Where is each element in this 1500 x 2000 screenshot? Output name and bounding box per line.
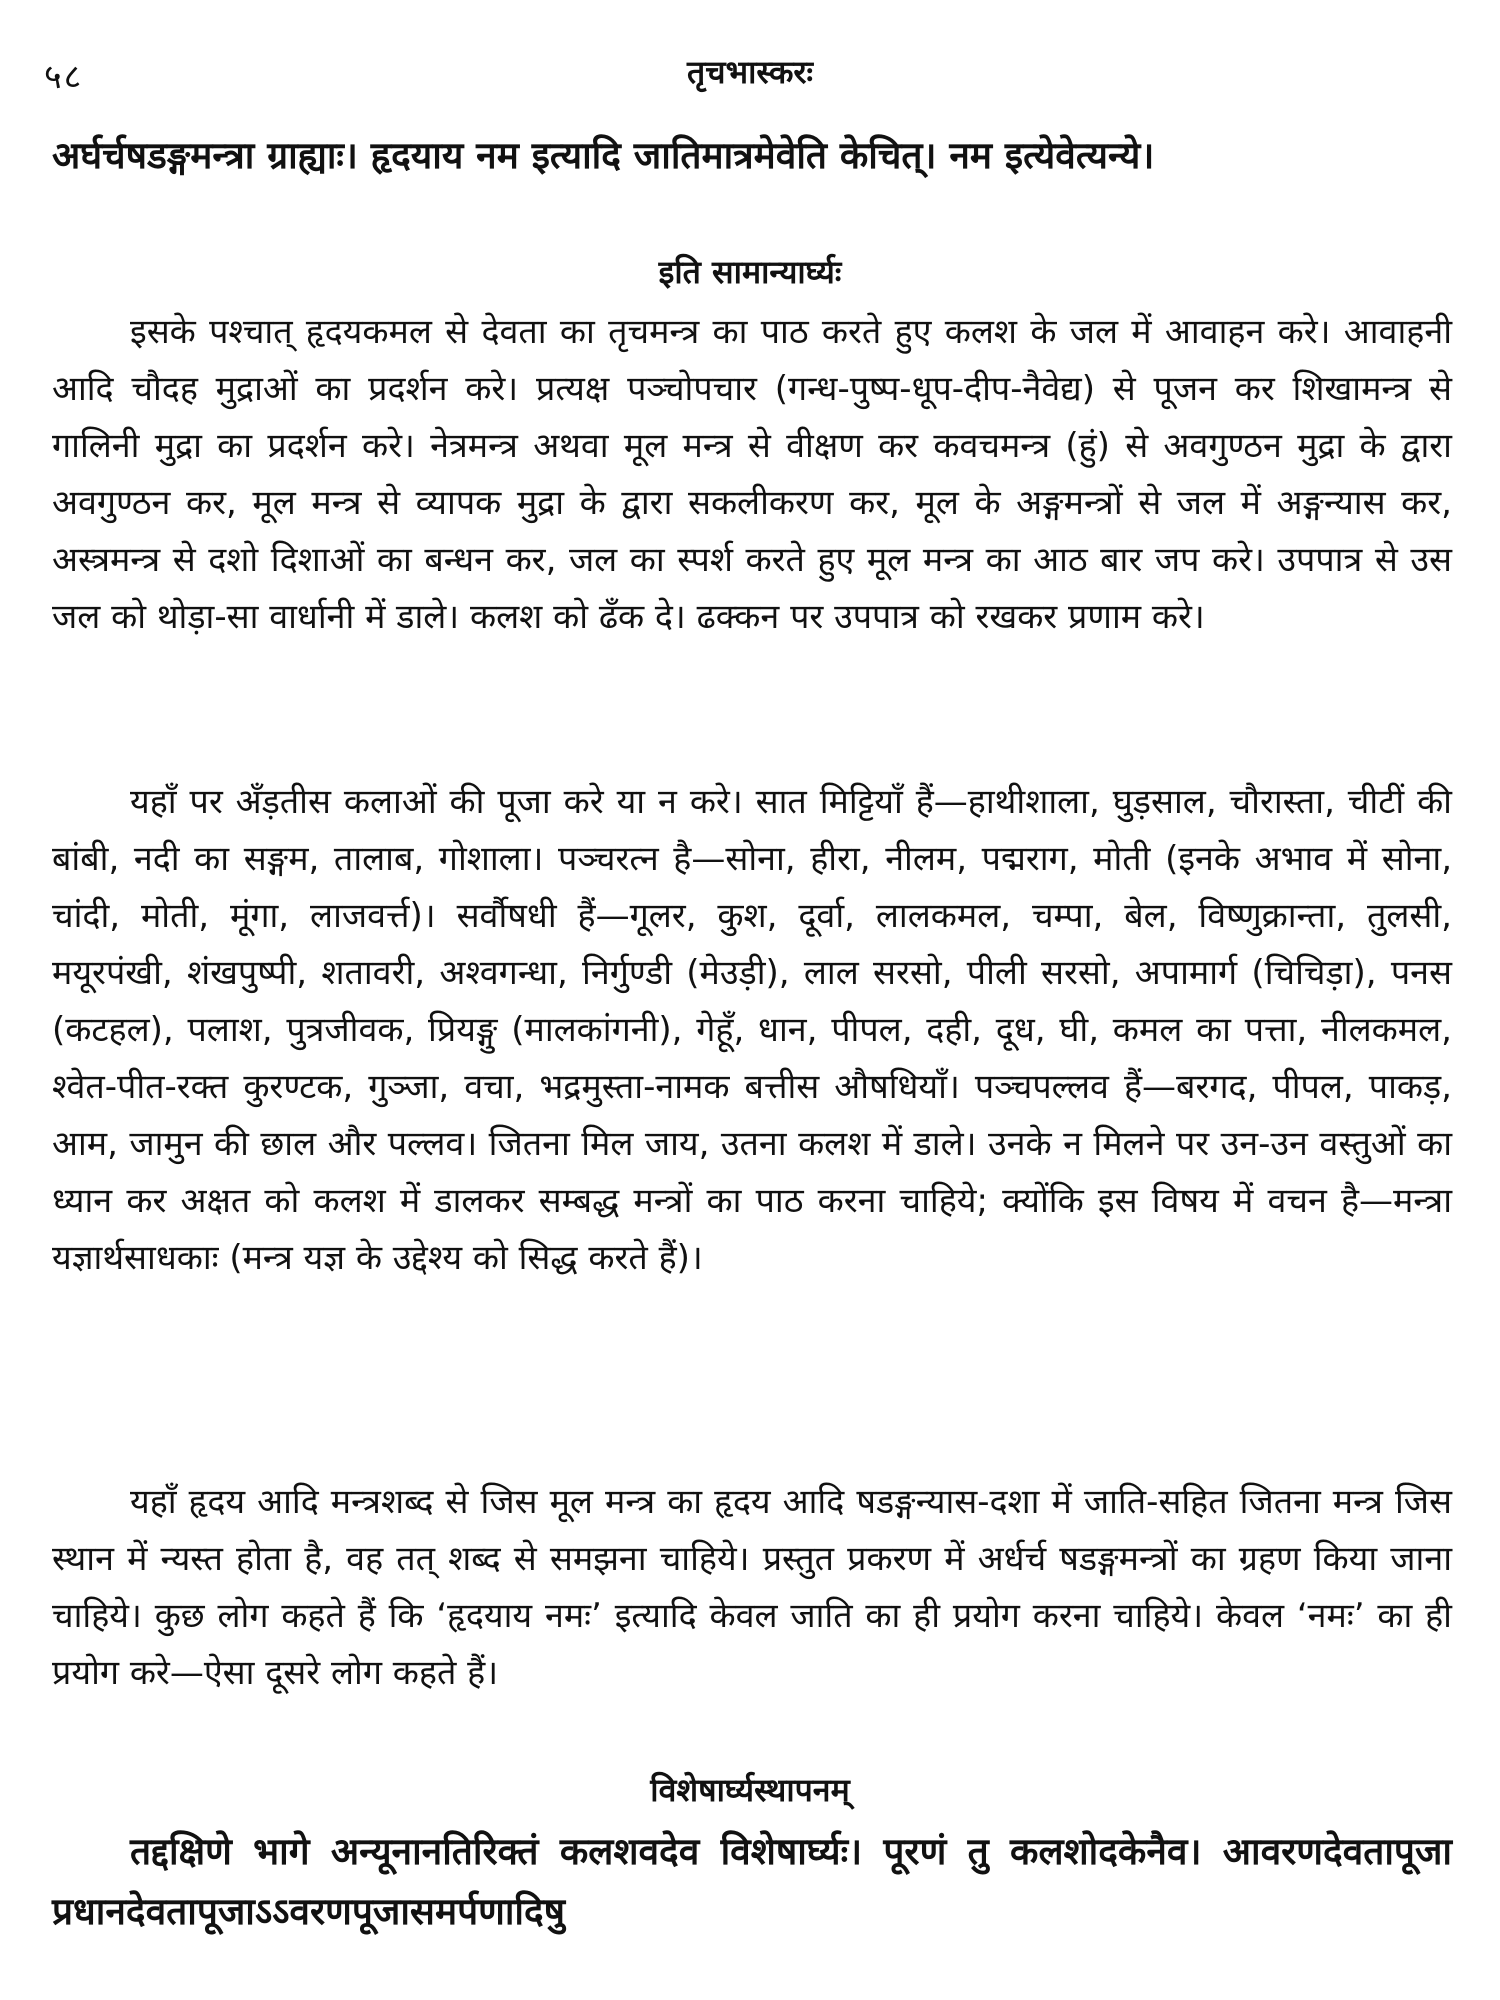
paragraph-3: यहाँ हृदय आदि मन्त्रशब्द से जिस मूल मन्त्र का हृदय आदि षडङ्गन्यास-दशा में जाति-सहित जितना मन्त्र जिस स्थान में न्यस्त होता है, वह तत् शब्द से समझना चाहिये। प्रस्तुत प्रकरण में अर्धर्च षडङ्गमन्त्रों का ग्रहण किया जाना चाहिये। कुछ लोग कहते हैं कि ‘हृदयाय नमः’ इत्यादि केवल जाति का ही प्रयोग करना चाहिये। केवल ‘नमः’ का ही प्रयोग करे—ऐसा दूसरे लोग कहते हैं। xyxy=(52,1482,1452,1693)
running-title: तृचभास्करः xyxy=(687,53,813,91)
paragraph-1: इसके पश्चात् हृदयकमल से देवता का तृचमन्त्र का पाठ करते हुए कलश के जल में आवाहन करे। आवाहनी आदि चौदह मुद्राओं का प्रदर्शन करे। प्रत्यक्ष पञ्चोपचार (गन्ध-पुष्प-धूप-दीप-नैवेद्य) से पूजन कर शिखामन्त्र से गालिनी मुद्रा का प्रदर्शन करे। नेत्रमन्त्र अथवा मूल मन्त्र से वीक्षण कर कवचमन्त्र (हुं) से अवगुण्ठन मुद्रा के द्वारा अवगुण्ठन कर, मूल मन्त्र से व्यापक मुद्रा के द्वारा सकलीकरण कर, मूल के अङ्गमन्त्रों से जल में अङ्गन्यास कर, अस्त्रमन्त्र से दशो दिशाओं का बन्धन कर, जल का स्पर्श करते हुए मूल मन्त्र का आठ बार जप करे। उपपात्र से उस जल को थोड़ा-सा वार्धानी में डाले। कलश को ढँक दे। ढक्कन पर उपपात्र को रखकर प्रणाम करे। xyxy=(52,312,1452,637)
section-heading-samanyarghya: इति सामान्यार्घ्यः xyxy=(658,253,842,291)
sanskrit-verse-bottom: तद्दक्षिणे भागे अन्यूनानतिरिक्तं कलशवदेव विशेषार्घ्यः। पूरणं तु कलशोदकेनैव। आवरणदेवतापूजा प्रधानदेवतापूजाऽऽवरणपूजासमर्पणादिषु xyxy=(52,1830,1452,1933)
section-heading-visesharghya: विशेषार्घ्यस्थापनम् xyxy=(650,1771,850,1809)
page-number: ५८ xyxy=(44,57,84,97)
sanskrit-verse-top: अर्घर्चषडङ्गमन्त्रा ग्राह्याः। हृदयाय नम इत्यादि जातिमात्रमेवेति केचित्। नम इत्येवेत्यन्ये। xyxy=(52,134,1155,177)
paragraph-2: यहाँ पर अँड़तीस कलाओं की पूजा करे या न करे। सात मिट्टियाँ हैं—हाथीशाला, घुड़साल, चौरास्ता, चीटीं की बांबी, नदी का सङ्गम, तालाब, गोशाला। पञ्चरत्न है—सोना, हीरा, नीलम, पद्मराग, मोती (इनके अभाव में सोना, चांदी, मोती, मूंगा, लाजवर्त्त)। सर्वौषधी हैं—गूलर, कुश, दूर्वा, लालकमल, चम्पा, बेल, विष्णुक्रान्ता, तुलसी, मयूरपंखी, शंखपुष्पी, शतावरी, अश्वगन्धा, निर्गुण्डी (मेउड़ी), लाल सरसो, पीली सरसो, अपामार्ग (चिचिड़ा), पनस (कटहल), पलाश, पुत्रजीवक, प्रियङ्गु (मालकांगनी), गेहूँ, धान, पीपल, दही, दूध, घी, कमल का पत्ता, नीलकमल, श्वेत-पीत-रक्त कुरण्टक, गुञ्जा, वचा, भद्रमुस्ता-नामक बत्तीस औषधियाँ। पञ्चपल्लव हैं—बरगद, पीपल, पाकड़, आम, जामुन की छाल और पल्लव। जितना मिल जाय, उतना कलश में डाले। उनके न मिलने पर उन-उन वस्तुओं का ध्यान कर अक्षत को कलश में डालकर सम्बद्ध मन्त्रों का पाठ करना चाहिये; क्योंकि इस विषय में वचन है—मन्त्रा यज्ञार्थसाधकाः (मन्त्र यज्ञ के उद्देश्य को सिद्ध करते हैं)। xyxy=(52,782,1452,1278)
